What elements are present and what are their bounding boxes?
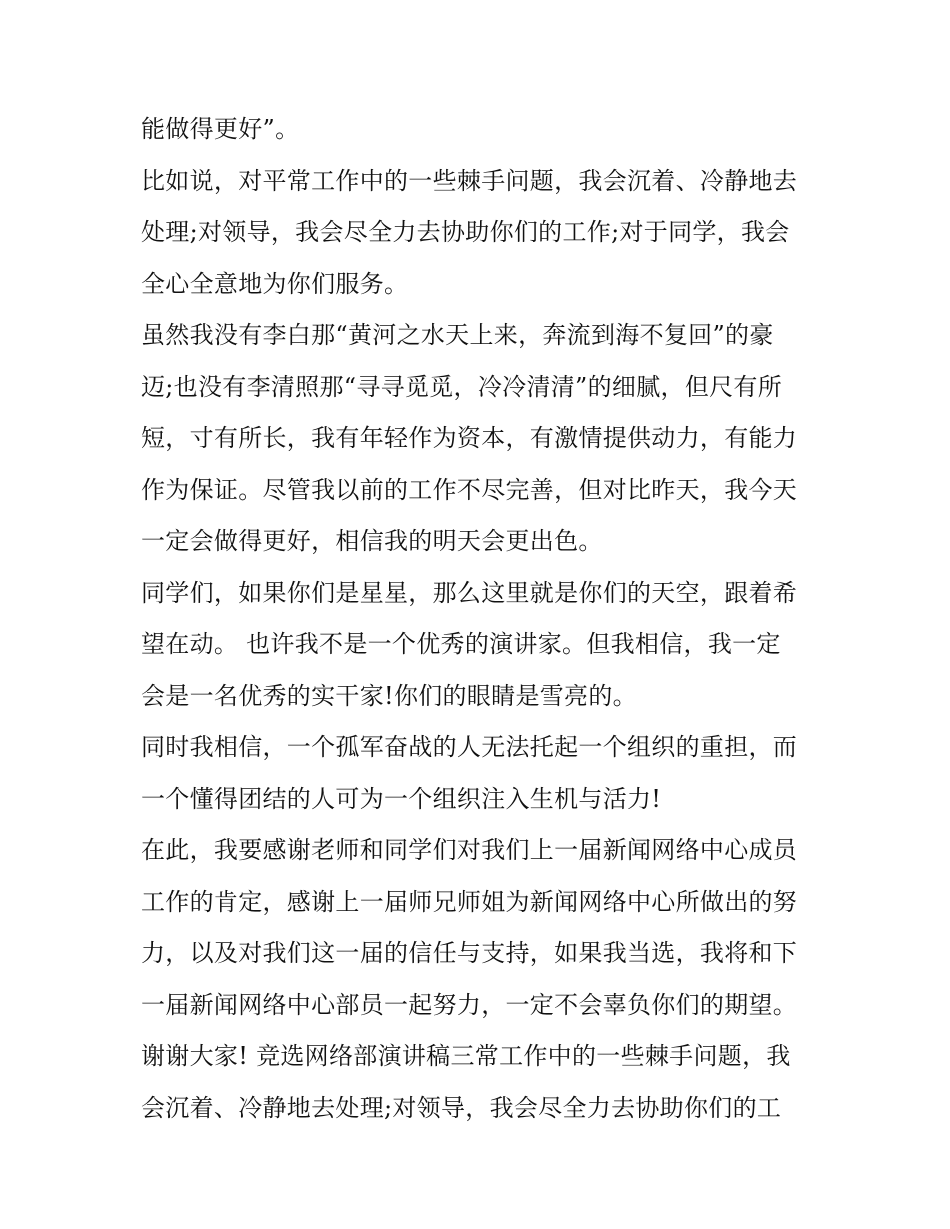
text-line: 一定会做得更好，相信我的明天会更出色。: [141, 527, 603, 555]
text-line: 处理;对领导，我会尽全力去协助你们的工作;对于同学，我会: [141, 218, 790, 246]
text-line: 望在动。 也许我不是一个优秀的演讲家。但我相信，我一定: [141, 630, 781, 658]
text-line: 迈;也没有李清照那“寻寻觅觅，冷冷清清”的细腻，但尺有所: [141, 372, 783, 401]
text-line: 在此，我要感谢老师和同学们对我们上一届新闻网络中心成员: [141, 836, 798, 864]
text-line: 谢谢大家! 竞选网络部演讲稿三常工作中的一些棘手问题，我: [141, 1042, 791, 1070]
text-line: 会沉着、冷静地去处理;对领导，我会尽全力去协助你们的工: [141, 1093, 782, 1122]
text-line: 同时我相信，一个孤军奋战的人无法托起一个组织的重担，而: [141, 733, 798, 761]
speech-text-body: [141, 104, 821, 1134]
text-line: 一届新闻网络中心部员一起努力，一定不会辜负你们的期望。: [141, 990, 798, 1019]
text-line: 虽然我没有李白那“黄河之水天上来，奔流到海不复回”的豪: [141, 321, 774, 349]
text-line: 作为保证。尽管我以前的工作不尽完善，但对比昨天，我今天: [141, 475, 798, 504]
text-line: 会是一名优秀的实干家!你们的眼睛是雪亮的。: [141, 681, 637, 710]
text-line: 一个懂得团结的人可为一个组织注入生机与活力!: [141, 784, 662, 813]
text-line: 力，以及对我们这一届的信任与支持，如果我当选，我将和下: [141, 939, 798, 967]
text-line: 能做得更好”。: [141, 115, 300, 143]
text-line: 工作的肯定，感谢上一届师兄师姐为新闻网络中心所做出的努: [141, 887, 798, 916]
text-line: 同学们，如果你们是星星，那么这里就是你们的天空，跟着希: [141, 578, 798, 607]
text-line: 全心全意地为你们服务。: [141, 269, 409, 298]
text-line: 短，寸有所长，我有年轻作为资本，有激情提供动力，有能力: [141, 424, 798, 452]
text-line: 比如说，对平常工作中的一些棘手问题，我会沉着、冷静地去: [141, 166, 798, 195]
